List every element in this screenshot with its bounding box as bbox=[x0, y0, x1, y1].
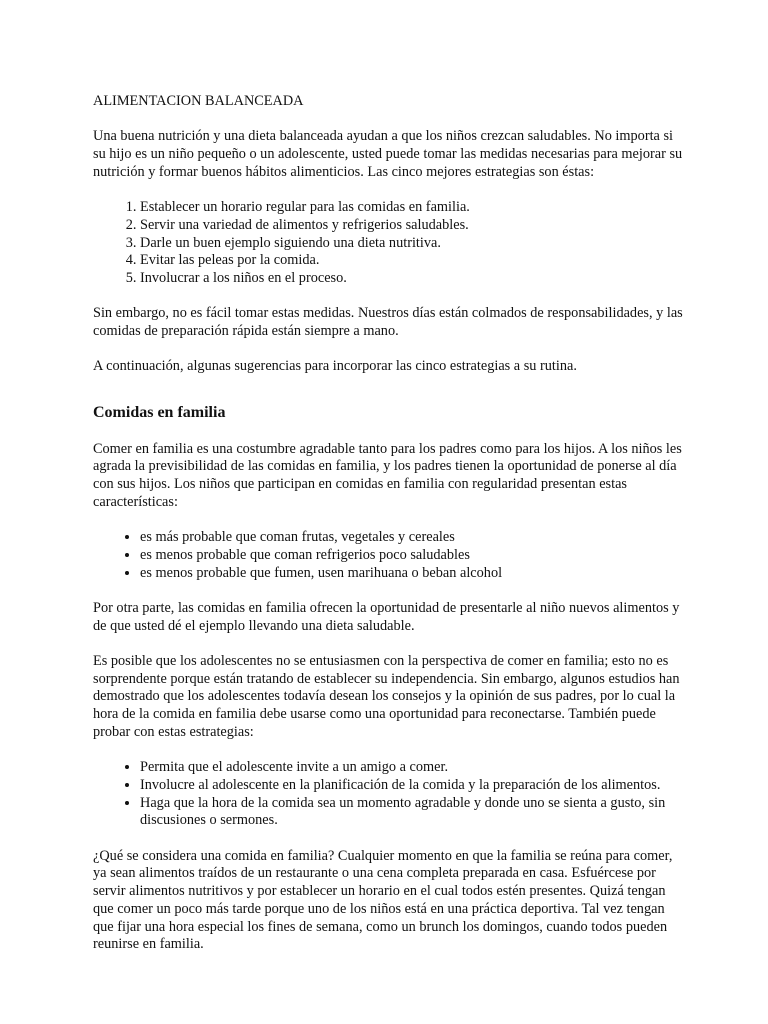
document-page bbox=[93, 93, 683, 972]
list-item: 1. Establecer un horario regular para las comidas en familia. bbox=[140, 199, 683, 217]
document-title: ALIMENTACION BALANCEADA bbox=[93, 93, 304, 109]
list-item: • es más probable que coman frutas, vegetales y cereales bbox=[140, 529, 683, 547]
characteristics-list bbox=[93, 529, 683, 582]
paragraph: A continuación, algunas sugerencias para incorporar las cinco estrategias a su rutina. bbox=[93, 358, 577, 375]
list-item: • Permita que el adolescente invite a un amigo a comer. bbox=[140, 759, 683, 777]
paragraph: Por otra parte, las comidas en familia ofrecen la oportunidad de presentarle al niño nuevos alimentos y de que usted dé el ejemplo llevando una dieta saludable. bbox=[93, 599, 680, 634]
paragraph: Es posible que los adolescentes no se entusiasmen con la perspectiva de comer en familia; esto no es sorprendente porque están tratando de establecer su independencia. Sin embargo, algunos estudios han demostrado que los adolescentes todavía desean los consejos y la opinión de sus padres, por lo cual la hora de la comida en familia debe usarse como una oportunidad para reconectarse. También puede probar con estas estrategias: bbox=[93, 653, 680, 740]
intro-paragraph: Una buena nutrición y una dieta balanceada ayudan a que los niños crezcan saludables. No importa si su hijo es un niño pequeño o un adolescente, usted puede tomar las medidas necesarias para mejorar su nutrición y formar buenos hábitos alimenticios. Las cinco mejores estrategias son éstas: bbox=[93, 128, 683, 180]
list-item: 4. Evitar las peleas por la comida. bbox=[140, 252, 683, 270]
paragraph: ¿Qué se considera una comida en familia? Cualquier momento en que la familia se reúna para comer, ya sean alimentos traídos de un restaurante o una cena completa preparada en casa. Esfuércese por servir alimentos nutritivos y por establecer un horario en el cual todos estén presentes. Quizá tengan que comer un poco más tarde porque uno de los niños está en una práctica deportiva. Tal vez tengan que fijar una hora especial los fines de semana, como un brunch los domingos, cuando todos pueden reunirse en familia. bbox=[93, 847, 673, 953]
list-item: • es menos probable que fumen, usen marihuana o beban alcohol bbox=[140, 565, 683, 583]
teen-strategies-list bbox=[93, 759, 683, 830]
strategies-list bbox=[93, 199, 683, 288]
list-item: • Haga que la hora de la comida sea un momento agradable y donde uno se sienta a gusto, sin discusiones o sermones. bbox=[140, 795, 683, 830]
list-item: 2. Servir una variedad de alimentos y refrigerios saludables. bbox=[140, 217, 683, 235]
list-item: 5. Involucrar a los niños en el proceso. bbox=[140, 270, 683, 288]
list-item: • Involucre al adolescente en la planificación de la comida y la preparación de los alimentos. bbox=[140, 777, 683, 795]
paragraph: Sin embargo, no es fácil tomar estas medidas. Nuestros días están colmados de responsabilidades, y las comidas de preparación rápida están siempre a mano. bbox=[93, 305, 683, 340]
list-item: • es menos probable que coman refrigerios poco saludables bbox=[140, 547, 683, 565]
section-heading: Comidas en familia bbox=[93, 404, 226, 422]
list-item: 3. Darle un buen ejemplo siguiendo una dieta nutritiva. bbox=[140, 235, 683, 253]
paragraph: Comer en familia es una costumbre agradable tanto para los padres como para los hijos. A los niños les agrada la previsibilidad de las comidas en familia, y los padres tienen la oportunidad de ponerse al día con sus hijos. Los niños que participan en comidas en familia con regularidad presentan estas características: bbox=[93, 440, 682, 510]
